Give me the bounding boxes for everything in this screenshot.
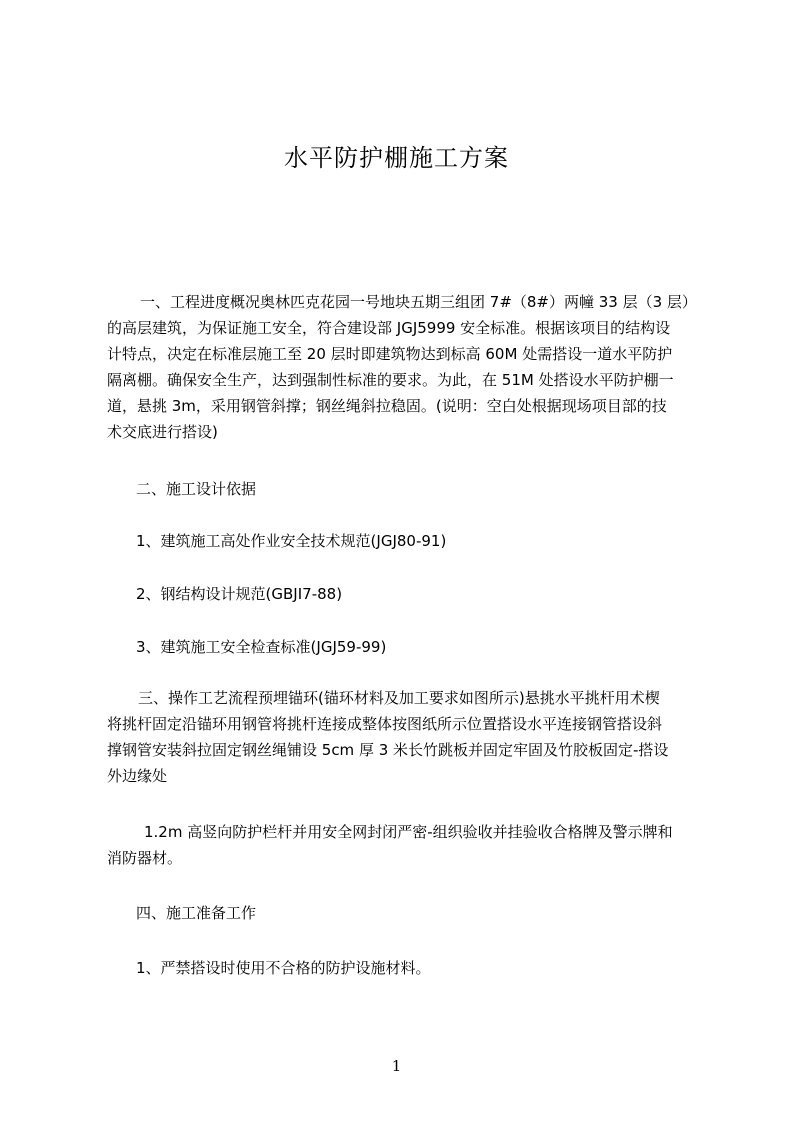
paragraph-line: 道，悬挑 3m，采用钢管斜撑；钢丝绳斜拉稳固。(说明：空白处根据现场项目部的技 [107,397,667,415]
paragraph-line: 计特点，决定在标准层施工至 20 层时即建筑物达到标高 60M 处需搭设一道水平防护 [107,345,673,363]
basis-item: 2、钢结构设计规范(GBJI7-88) [136,585,343,603]
paragraph-line: 1.2m 高竖向防护栏杆并用安全网封闭严密-组织验收并挂验收合格牌及警示牌和 [144,823,673,841]
section-heading-basis: 二、施工设计依据 [136,480,257,498]
section-heading-preparation: 四、施工准备工作 [136,904,257,922]
paragraph-line: 隔离棚。确保安全生产，达到强制性标准的要求。为此，在 51M 处搭设水平防护棚一 [107,371,674,389]
paragraph-line: 消防器材。 [107,849,183,867]
basis-item: 1、建筑施工高处作业安全技术规范(JGJ80-91) [136,532,447,550]
paragraph-line: 三、操作工艺流程预埋锚环(锚环材料及加工要求如图所示)悬挑水平挑杆用术楔 [138,689,660,707]
paragraph-line: 外边缘处 [107,767,168,785]
paragraph-line: 术交底进行搭设) [107,423,218,441]
document-title: 水平防护棚施工方案 [284,144,509,172]
paragraph-line: 一、工程进度概况奥林匹克花园一号地块五期三组团 7#（8#）两幢 33 层（3 层） [140,293,697,311]
preparation-item: 1、严禁搭设时使用不合格的防护设施材料。 [136,959,431,977]
paragraph-line: 的高层建筑，为保证施工安全，符合建设部 JGJ5999 安全标准。根据该项目的结构设 [107,319,671,337]
page-number: 1 [391,1057,402,1075]
paragraph-line: 将挑杆固定沿锚环用钢管将挑杆连接成整体按图纸所示位置搭设水平连接钢管搭设斜 [107,715,663,733]
paragraph-line: 撑钢管安装斜拉固定钢丝绳铺设 5cm 厚 3 米长竹跳板并固定牢固及竹胶板固定-搭设 [107,741,669,759]
basis-item: 3、建筑施工安全检查标准(JGJ59-99) [136,638,387,656]
